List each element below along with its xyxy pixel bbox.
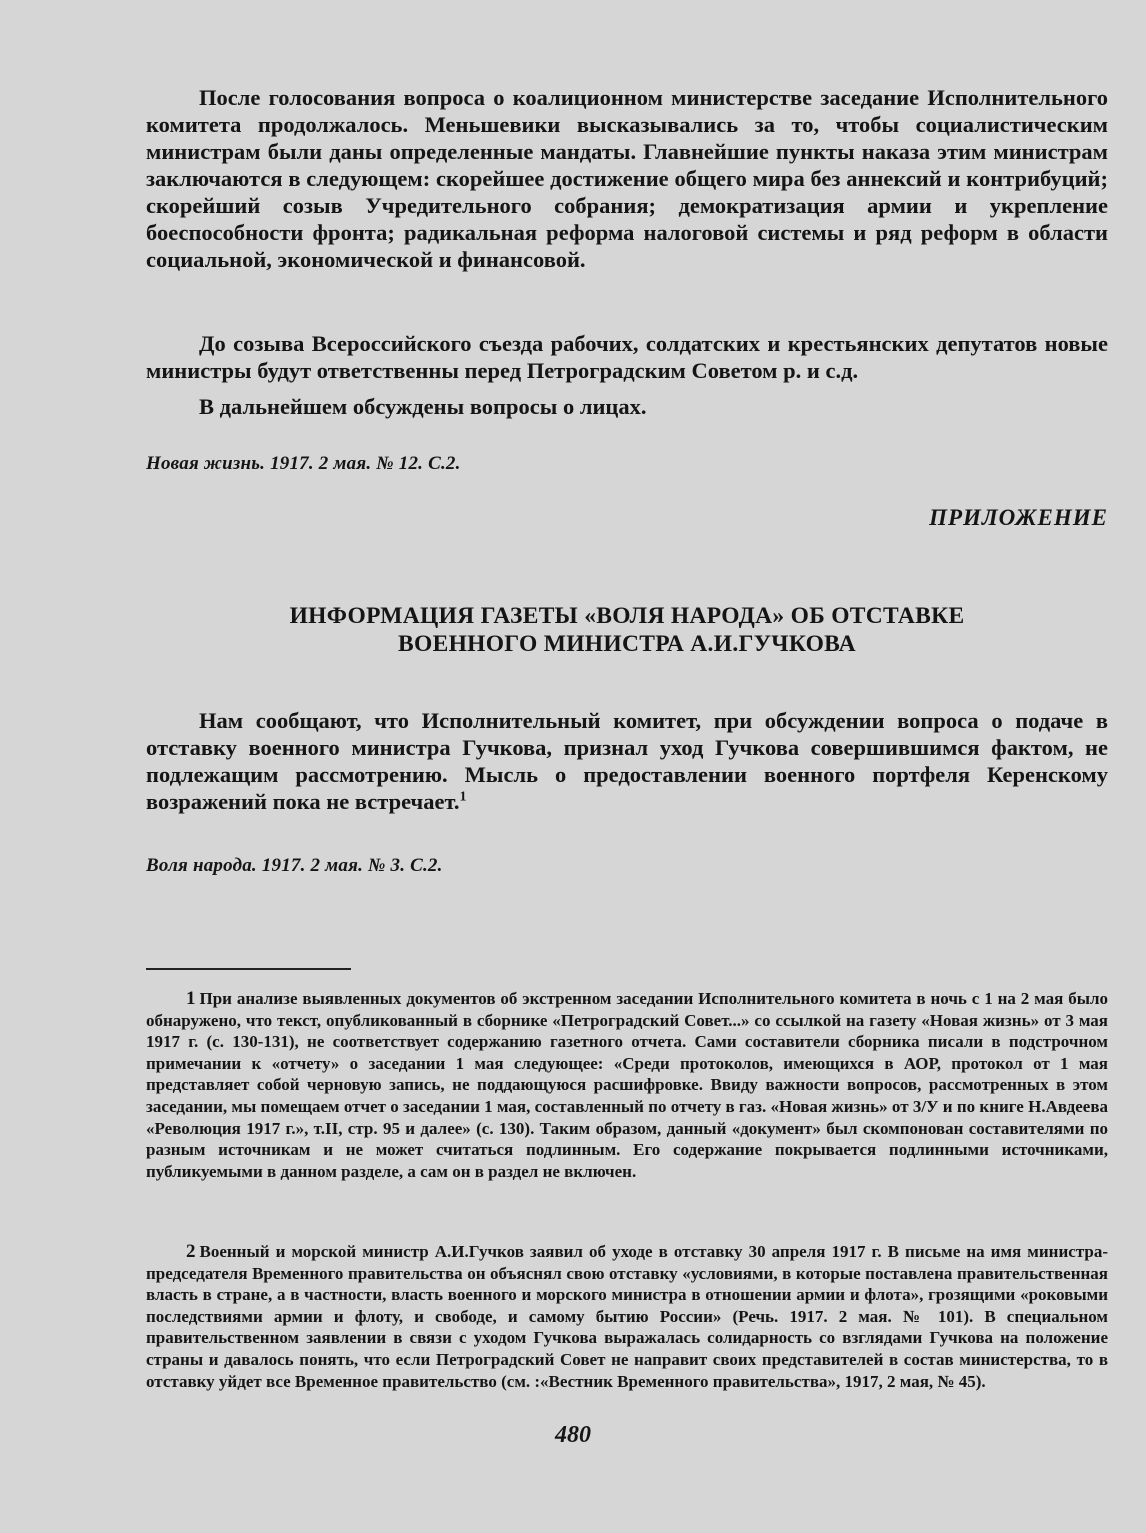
footnote-reference: 1 bbox=[459, 789, 467, 805]
footnote-text: Военный и морской министр А.И.Гучков заявил об уходе в отставку 30 апреля 1917 г. В письме на имя министра-председателя Временного правительства он объяснял свою отставку «условиями, в которые поставлена правительственная власть в стране, а в частности, власть военного и морского министра в отношении армии и флота», грозящими «роковыми последствиями армии и флоту, и свободе, и самому бытию России» (Речь. 1917. 2 мая. № 101). В специальном правительственном заявлении в связи с уходом Гучкова выражалась солидарность со взглядами Гучкова на положение страны и давалось понять, что если Петроградский Совет не направит своих представителей в состав министерства, то в отставку уйдет все Временное правительство (см. :«Вестник Временного правительства», 1917, 2 мая, № 45). bbox=[146, 1242, 1108, 1391]
footnote bbox=[146, 1241, 1108, 1392]
footnote-number: 1 bbox=[186, 988, 196, 1009]
footnote-text: При анализе выявленных документов об экстренном заседании Исполнительного комитета в ночь с 1 на 2 мая было обнаружено, что текст, опубликованный в сборнике «Петроградский Совет...» со ссылкой на газету «Новая жизнь» от 3 мая 1917 г. (с. 130-131), не соответствует содержанию газетного отчета. Сами составители сборника писали в подстрочном примечании к «отчету» о заседании 1 мая следующее: «Среди протоколов, имеющихся в АОР, протокол от 1 мая представляет собой черновую запись, не поддающуюся расшифровке. Ввиду важности вопросов, рассмотренных в этом заседании, мы помещаем отчет о заседании 1 мая, составленный по отчету в газ. «Новая жизнь» от 3/У и по книге Н.Авдеева «Революция 1917 г.», т.II, стр. 95 и далее» (с. 130). Таким образом, данный «документ» был скомпонован составителями по разным источникам и не может считаться подлинным. Его содержание покрывается подлинными источниками, публикуемыми в данном разделе, а сам он в раздел не включен. bbox=[146, 989, 1108, 1181]
footnote-divider bbox=[146, 968, 351, 970]
body-paragraph: До созыва Всероссийского съезда рабочих, солдатских и крестьянских депутатов новые министры будут ответственны перед Петроградским Советом р. и с.д. bbox=[146, 331, 1108, 383]
body-paragraph: В дальнейшем обсуждены вопросы о лицах. bbox=[199, 394, 647, 419]
heading-line: ВОЕННОГО МИНИСТРА А.И.ГУЧКОВА bbox=[398, 631, 856, 657]
appendix-paragraph bbox=[146, 707, 1108, 815]
heading-line: ИНФОРМАЦИЯ ГАЗЕТЫ «ВОЛЯ НАРОДА» ОБ ОТСТАВКЕ bbox=[289, 603, 965, 629]
source-citation: Воля народа. 1917. 2 мая. № 3. С.2. bbox=[146, 855, 443, 876]
appendix-paragraph-text: Нам сообщают, что Исполнительный комитет, при обсуждении вопроса о подаче в отставку военного министра Гучкова, признал уход Гучкова совершившимся фактом, не подлежащим рассмотрению. Мысль о предоставлении военного портфеля Керенскому возражений пока не встречает. bbox=[146, 708, 1108, 814]
body-paragraph: После голосования вопроса о коалиционном министерстве заседание Исполнительного комитета продолжалось. Меньшевики высказывались за то, чтобы социалистическим министрам были даны определенные мандаты. Главнейшие пункты наказа этим министрам заключаются в следующем: скорейшее достижение общего мира без аннексий и контрибуций; скорейший созыв Учредительного собрания; демократизация армии и укрепление боеспособности фронта; радикальная реформа налоговой системы и ряд реформ в области социальной, экономической и финансовой. bbox=[146, 85, 1108, 272]
footnote-number: 2 bbox=[186, 1241, 196, 1262]
document-heading bbox=[146, 602, 1108, 658]
footnote bbox=[146, 988, 1108, 1182]
appendix-label: ПРИЛОЖЕНИЕ bbox=[929, 505, 1108, 530]
page-number: 480 bbox=[555, 1422, 591, 1448]
source-citation: Новая жизнь. 1917. 2 мая. № 12. С.2. bbox=[146, 453, 461, 474]
